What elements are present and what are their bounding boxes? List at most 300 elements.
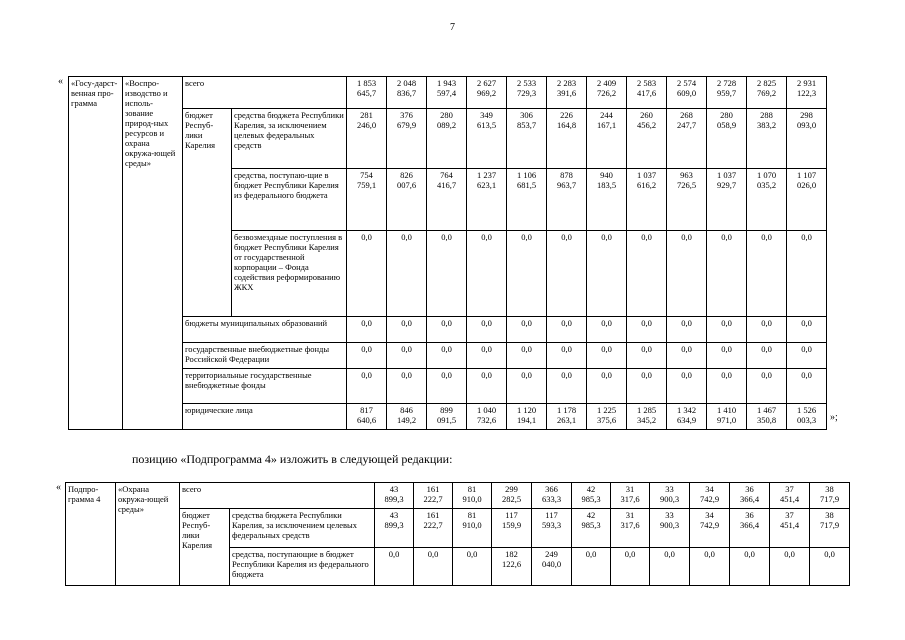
value-line-1: 1 853 xyxy=(356,78,377,88)
value-line-2: 149,2 xyxy=(396,415,417,425)
value-line-2: 350,8 xyxy=(756,415,777,425)
value-cell xyxy=(787,317,827,343)
table-row xyxy=(69,77,827,109)
value-line-1: 0,0 xyxy=(721,318,732,328)
value-line-2: 971,0 xyxy=(716,415,737,425)
subsource-cell: средства бюджета Республики Карелия, за исключением целевых федеральных средств xyxy=(232,109,347,169)
value-cell xyxy=(707,77,747,109)
value-line-2: 900,3 xyxy=(659,494,680,504)
value-line-1: 2 583 xyxy=(636,78,657,88)
value-line-2: 616,2 xyxy=(636,180,657,190)
value-line-1: 306 xyxy=(520,110,533,120)
value-line-2: 366,4 xyxy=(739,520,760,530)
value-line-1: 2 533 xyxy=(516,78,537,88)
value-line-1: 33 xyxy=(665,484,674,494)
value-cell xyxy=(787,109,827,169)
value-cell xyxy=(667,231,707,317)
value-cell xyxy=(427,369,467,404)
value-line-1: 0,0 xyxy=(761,344,772,354)
subprogram-cell: «Охрана окружа-ющей среды» xyxy=(116,483,180,586)
value-line-1: 0,0 xyxy=(784,549,795,559)
value-cell xyxy=(532,483,572,509)
value-line-1: 0,0 xyxy=(561,344,572,354)
value-cell xyxy=(347,317,387,343)
value-cell xyxy=(507,317,547,343)
value-line-1: 34 xyxy=(705,510,714,520)
value-cell xyxy=(787,231,827,317)
value-line-1: 0,0 xyxy=(721,370,732,380)
value-cell xyxy=(611,548,650,586)
value-line-2: 035,2 xyxy=(756,180,777,190)
table-row xyxy=(69,317,827,343)
value-line-1: 0,0 xyxy=(481,370,492,380)
value-line-1: 0,0 xyxy=(441,370,452,380)
value-cell xyxy=(707,404,747,430)
value-line-1: 0,0 xyxy=(481,318,492,328)
value-line-2: 167,1 xyxy=(596,120,617,130)
value-line-1: 940 xyxy=(600,170,613,180)
source-cell: всего xyxy=(183,77,347,109)
value-cell xyxy=(627,404,667,430)
value-cell xyxy=(492,509,532,548)
value-cell xyxy=(375,509,414,548)
value-line-1: 37 xyxy=(785,510,794,520)
value-line-1: 0,0 xyxy=(388,549,400,559)
value-line-1: 0,0 xyxy=(585,549,597,559)
value-cell xyxy=(787,404,827,430)
value-line-1: 268 xyxy=(680,110,693,120)
value-cell xyxy=(547,343,587,369)
value-cell xyxy=(810,548,850,586)
value-line-2: 910,0 xyxy=(462,520,482,530)
value-line-2: 345,2 xyxy=(636,415,657,425)
value-line-1: 161 xyxy=(426,510,440,520)
value-cell xyxy=(787,77,827,109)
value-line-1: 42 xyxy=(586,510,596,520)
value-cell xyxy=(747,343,787,369)
value-line-1: 0,0 xyxy=(601,232,612,242)
value-line-2: 093,0 xyxy=(796,120,817,130)
value-line-1: 1 037 xyxy=(716,170,737,180)
value-line-2: 282,5 xyxy=(501,494,522,504)
value-cell xyxy=(587,404,627,430)
value-line-2: 853,7 xyxy=(516,120,537,130)
value-line-2: 633,3 xyxy=(541,494,562,504)
value-line-1: 226 xyxy=(560,110,573,120)
value-cell xyxy=(627,343,667,369)
value-line-1: 2 627 xyxy=(476,78,497,88)
value-cell xyxy=(730,509,770,548)
value-line-1: 2 409 xyxy=(596,78,617,88)
source-cell: бюджет Респуб-лики Карелия xyxy=(180,509,230,586)
funding-table-program xyxy=(68,76,827,430)
value-line-1: 1 178 xyxy=(556,405,577,415)
value-line-1: 376 xyxy=(400,110,413,120)
value-cell xyxy=(375,483,414,509)
value-line-2: 726,2 xyxy=(596,88,617,98)
value-cell xyxy=(532,509,572,548)
value-line-1: 182 xyxy=(505,549,518,559)
value-line-2: 091,5 xyxy=(436,415,457,425)
value-line-1: 764 xyxy=(440,170,453,180)
value-line-1: 1 342 xyxy=(676,405,697,415)
value-cell xyxy=(690,548,730,586)
value-line-1: 36 xyxy=(745,484,754,494)
value-line-2: 122,6 xyxy=(501,559,522,569)
value-line-1: 0,0 xyxy=(681,344,692,354)
value-line-1: 1 225 xyxy=(596,405,617,415)
value-line-1: 1 526 xyxy=(796,405,817,415)
value-cell xyxy=(507,404,547,430)
value-line-1: 1 467 xyxy=(756,405,777,415)
value-line-1: 43 xyxy=(389,484,399,494)
value-line-1: 280 xyxy=(720,110,733,120)
value-line-2: 623,1 xyxy=(476,180,497,190)
value-line-1: 36 xyxy=(745,510,754,520)
value-line-2: 451,4 xyxy=(779,520,800,530)
value-line-2: 836,7 xyxy=(396,88,417,98)
page-number: 7 xyxy=(450,22,455,33)
value-line-2: 456,2 xyxy=(636,120,657,130)
value-cell xyxy=(650,509,690,548)
value-line-1: 31 xyxy=(625,510,635,520)
value-line-1: 43 xyxy=(389,510,399,520)
value-cell xyxy=(547,404,587,430)
value-line-1: 0,0 xyxy=(601,318,612,328)
subsource-cell: средства бюджета Республики Карелия, за исключением целевых федеральных средств xyxy=(230,509,375,548)
value-line-1: 0,0 xyxy=(561,232,572,242)
value-line-1: 0,0 xyxy=(744,549,755,559)
value-line-1: 0,0 xyxy=(361,344,372,354)
value-cell xyxy=(347,77,387,109)
value-line-1: 0,0 xyxy=(521,344,532,354)
value-cell xyxy=(611,509,650,548)
value-line-1: 244 xyxy=(600,110,613,120)
value-cell xyxy=(427,317,467,343)
value-line-1: 899 xyxy=(440,405,453,415)
value-line-1: 1 120 xyxy=(516,405,537,415)
value-cell xyxy=(810,509,850,548)
value-line-2: 246,0 xyxy=(356,120,377,130)
value-line-1: 2 283 xyxy=(556,78,577,88)
value-cell xyxy=(690,483,730,509)
value-cell xyxy=(587,169,627,231)
value-line-2: 769,2 xyxy=(756,88,777,98)
value-line-1: 0,0 xyxy=(641,344,652,354)
value-line-1: 2 048 xyxy=(396,78,417,88)
value-cell xyxy=(467,343,507,369)
value-cell xyxy=(467,369,507,404)
value-cell xyxy=(467,404,507,430)
value-line-1: 1 107 xyxy=(796,170,817,180)
value-cell xyxy=(627,169,667,231)
value-line-2: 679,9 xyxy=(396,120,417,130)
value-line-2: 263,1 xyxy=(556,415,577,425)
value-cell xyxy=(387,369,427,404)
value-line-2: 899,3 xyxy=(384,520,404,530)
table-row xyxy=(66,509,850,548)
subsource-cell: безвозмездные поступления в бюджет Республики Карелия от государственной корпорации – Фонда содействия реформированию ЖКХ xyxy=(232,231,347,317)
value-cell xyxy=(427,231,467,317)
value-line-2: 026,0 xyxy=(796,180,817,190)
value-line-1: 1 237 xyxy=(476,170,497,180)
value-cell xyxy=(667,317,707,343)
value-cell xyxy=(587,343,627,369)
value-line-2: 969,2 xyxy=(476,88,497,98)
value-line-1: 1 037 xyxy=(636,170,657,180)
value-cell xyxy=(427,404,467,430)
value-line-1: 0,0 xyxy=(441,318,452,328)
value-line-2: 726,5 xyxy=(676,180,697,190)
value-cell xyxy=(427,169,467,231)
value-line-2: 375,6 xyxy=(596,415,617,425)
value-line-1: 0,0 xyxy=(801,232,812,242)
value-line-2: 317,6 xyxy=(620,494,640,504)
value-line-1: 0,0 xyxy=(441,232,452,242)
value-cell xyxy=(547,317,587,343)
value-line-1: 0,0 xyxy=(466,549,478,559)
value-line-2: 985,3 xyxy=(581,494,601,504)
value-line-1: 0,0 xyxy=(401,318,412,328)
value-line-2: 963,7 xyxy=(556,180,577,190)
value-line-1: 0,0 xyxy=(624,549,636,559)
value-cell xyxy=(587,77,627,109)
value-line-2: 417,6 xyxy=(636,88,657,98)
value-line-1: 2 931 xyxy=(796,78,817,88)
value-line-1: 0,0 xyxy=(761,232,772,242)
value-cell xyxy=(467,317,507,343)
value-cell xyxy=(587,317,627,343)
value-line-2: 451,4 xyxy=(779,494,800,504)
value-line-2: 183,5 xyxy=(596,180,617,190)
value-cell xyxy=(387,404,427,430)
value-line-1: 280 xyxy=(440,110,453,120)
value-cell xyxy=(572,509,611,548)
value-cell xyxy=(347,109,387,169)
value-cell xyxy=(707,343,747,369)
value-line-1: 846 xyxy=(400,405,413,415)
value-cell xyxy=(532,548,572,586)
value-cell xyxy=(387,109,427,169)
value-line-1: 0,0 xyxy=(561,318,572,328)
value-line-1: 0,0 xyxy=(704,549,715,559)
value-cell xyxy=(453,548,492,586)
value-line-1: 38 xyxy=(825,510,834,520)
value-cell xyxy=(507,109,547,169)
value-line-2: 929,7 xyxy=(716,180,737,190)
value-line-2: 597,4 xyxy=(436,88,457,98)
value-cell xyxy=(707,169,747,231)
value-cell xyxy=(387,77,427,109)
subsource-cell: средства, поступающие в бюджет Республики Карелия из федерального бюджета xyxy=(230,548,375,586)
value-cell xyxy=(467,109,507,169)
value-line-2: 613,5 xyxy=(476,120,497,130)
value-line-1: 33 xyxy=(665,510,674,520)
value-cell xyxy=(810,483,850,509)
value-line-1: 288 xyxy=(760,110,773,120)
value-line-2: 634,9 xyxy=(676,415,697,425)
value-cell xyxy=(627,317,667,343)
value-line-2: 645,7 xyxy=(356,88,377,98)
value-line-2: 007,6 xyxy=(396,180,417,190)
value-cell xyxy=(467,77,507,109)
instruction-sentence: позицию «Подпрограмма 4» изложить в следующей редакции: xyxy=(132,452,453,466)
value-line-2: 194,1 xyxy=(516,415,537,425)
value-cell xyxy=(414,548,453,586)
value-cell xyxy=(587,369,627,404)
value-line-1: 0,0 xyxy=(601,344,612,354)
value-cell xyxy=(492,548,532,586)
value-cell xyxy=(690,509,730,548)
value-line-2: 222,7 xyxy=(423,520,443,530)
value-cell xyxy=(627,231,667,317)
open-quote-1: « xyxy=(58,76,63,87)
value-line-1: 0,0 xyxy=(681,318,692,328)
source-cell: всего xyxy=(180,483,375,509)
value-cell xyxy=(770,548,810,586)
value-line-1: 0,0 xyxy=(721,232,732,242)
value-line-1: 0,0 xyxy=(824,549,835,559)
value-line-1: 1 070 xyxy=(756,170,777,180)
value-line-1: 249 xyxy=(545,549,558,559)
value-cell xyxy=(572,483,611,509)
value-line-2: 742,9 xyxy=(699,520,720,530)
value-cell xyxy=(667,77,707,109)
value-line-1: 2 825 xyxy=(756,78,777,88)
value-cell xyxy=(611,483,650,509)
value-cell xyxy=(427,109,467,169)
value-cell xyxy=(507,231,547,317)
value-line-2: 122,3 xyxy=(796,88,817,98)
value-line-1: 2 574 xyxy=(676,78,697,88)
value-cell xyxy=(747,109,787,169)
value-line-1: 0,0 xyxy=(801,318,812,328)
table-row xyxy=(69,109,827,169)
value-line-2: 222,7 xyxy=(423,494,443,504)
value-cell xyxy=(770,509,810,548)
value-line-1: 0,0 xyxy=(521,318,532,328)
value-line-1: 0,0 xyxy=(801,344,812,354)
value-cell xyxy=(730,548,770,586)
value-cell xyxy=(770,483,810,509)
value-cell xyxy=(427,77,467,109)
value-cell xyxy=(547,231,587,317)
source-cell: бюджеты муниципальных образований xyxy=(183,317,347,343)
value-line-2: 759,1 xyxy=(356,180,377,190)
value-cell xyxy=(667,369,707,404)
value-line-1: 1 285 xyxy=(636,405,657,415)
value-line-2: 040,0 xyxy=(541,559,562,569)
value-cell xyxy=(747,317,787,343)
value-line-1: 817 xyxy=(360,405,373,415)
value-line-2: 732,6 xyxy=(476,415,497,425)
value-cell xyxy=(667,109,707,169)
value-line-1: 0,0 xyxy=(481,232,492,242)
table-row xyxy=(69,404,827,430)
value-cell xyxy=(787,369,827,404)
value-line-1: 826 xyxy=(400,170,413,180)
value-line-1: 117 xyxy=(505,510,518,520)
value-cell xyxy=(347,231,387,317)
value-line-1: 1 410 xyxy=(716,405,737,415)
value-line-1: 1 943 xyxy=(436,78,457,88)
value-line-1: 0,0 xyxy=(801,370,812,380)
value-line-2: 681,5 xyxy=(516,180,537,190)
value-cell xyxy=(547,169,587,231)
value-cell xyxy=(707,369,747,404)
value-cell xyxy=(547,77,587,109)
value-line-1: 0,0 xyxy=(361,318,372,328)
value-line-1: 963 xyxy=(680,170,693,180)
table-row xyxy=(66,483,850,509)
program-cell: «Госу-дарст-венная про-грамма xyxy=(69,77,123,430)
value-cell xyxy=(587,231,627,317)
source-cell: государственные внебюджетные фонды Российской Федерации xyxy=(183,343,347,369)
value-cell xyxy=(747,404,787,430)
value-cell xyxy=(787,169,827,231)
value-line-1: 0,0 xyxy=(521,232,532,242)
value-cell xyxy=(492,483,532,509)
value-cell xyxy=(507,77,547,109)
value-line-1: 117 xyxy=(545,510,558,520)
value-line-2: 609,0 xyxy=(676,88,697,98)
value-cell xyxy=(414,483,453,509)
value-cell xyxy=(707,231,747,317)
value-cell xyxy=(667,343,707,369)
value-cell xyxy=(707,109,747,169)
value-line-1: 37 xyxy=(785,484,794,494)
value-line-1: 349 xyxy=(480,110,493,120)
value-line-1: 0,0 xyxy=(721,344,732,354)
value-line-1: 0,0 xyxy=(761,318,772,328)
value-line-1: 161 xyxy=(426,484,440,494)
value-cell xyxy=(707,317,747,343)
value-line-2: 164,8 xyxy=(556,120,577,130)
value-cell xyxy=(507,169,547,231)
value-line-1: 0,0 xyxy=(401,370,412,380)
value-line-1: 1 106 xyxy=(516,170,537,180)
value-cell xyxy=(453,483,492,509)
value-line-2: 003,3 xyxy=(796,415,817,425)
value-line-1: 0,0 xyxy=(521,370,532,380)
value-cell xyxy=(387,343,427,369)
value-line-1: 0,0 xyxy=(681,370,692,380)
value-cell xyxy=(627,109,667,169)
value-cell xyxy=(730,483,770,509)
value-line-1: 0,0 xyxy=(601,370,612,380)
value-cell xyxy=(547,109,587,169)
value-cell xyxy=(347,343,387,369)
value-line-1: 81 xyxy=(467,510,477,520)
value-line-2: 959,7 xyxy=(716,88,737,98)
value-line-2: 317,6 xyxy=(620,520,640,530)
value-line-2: 089,2 xyxy=(436,120,457,130)
value-line-1: 31 xyxy=(625,484,635,494)
open-quote-2: « xyxy=(56,482,61,493)
value-cell xyxy=(747,369,787,404)
value-line-2: 640,6 xyxy=(356,415,377,425)
value-cell xyxy=(627,369,667,404)
value-line-1: 281 xyxy=(360,110,373,120)
value-cell xyxy=(587,109,627,169)
value-line-2: 383,2 xyxy=(756,120,777,130)
value-cell xyxy=(347,404,387,430)
value-line-2: 391,6 xyxy=(556,88,577,98)
source-cell: территориальные государственные внебюджетные фонды xyxy=(183,369,347,404)
value-cell xyxy=(387,317,427,343)
value-line-1: 0,0 xyxy=(641,370,652,380)
value-line-2: 985,3 xyxy=(581,520,601,530)
